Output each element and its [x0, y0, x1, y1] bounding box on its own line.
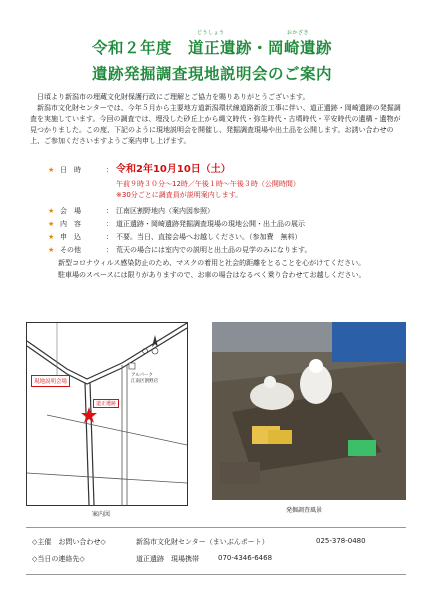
host-name: 新潟市文化財センター（まいぶんポート）: [136, 538, 269, 546]
intro-para-2: 新潟市文化財センターでは、今年５月から主要地方道新潟環状線道路新設工事に伴い、道正遺跡・岡崎遺跡の発掘調査を実施しています。今回の調査では、埋没した砂丘上から縄文時代・弥生時代・古墳時代・平安時代の遺構・遺物が見つかりました。この度、下記のように現地説明会を開催し、発掘調査現場や出土品を公開します。お誘い合わせの上、ご参加くださいますようご案内申し上げます。: [30, 104, 401, 145]
access-map: [26, 322, 188, 506]
covid-note: 新型コロナウィルス感染防止のため、マスクの着用と社会的距離をとることを心がけてください。: [58, 259, 366, 267]
host-label: ◇主催 お問い合わせ◇: [32, 538, 106, 546]
site1-name: 道正遺跡: [187, 39, 252, 57]
detail-apply: ★ 申 込 ： 不要。当日、直接会場へお越しください。（参加費 無料）: [48, 233, 302, 241]
north-arrow-icon: [152, 335, 158, 354]
site-label: 道正遺跡: [93, 399, 119, 408]
venue-label: 現地説明会場: [31, 375, 70, 387]
store-label: アルパーク 江南区割野店: [131, 373, 158, 384]
parking-note: 駐車場のスペースには限りがありますので、お車の場合はなるべく乗り合わせてお越しください。: [58, 271, 366, 279]
map-caption: 案内図: [92, 511, 111, 518]
star-icon: ★: [48, 246, 55, 254]
excavation-photo-drawing: [212, 322, 406, 500]
day-contact-label: ◇当日の連絡先◇: [32, 555, 85, 563]
detail-venue: ★ 会 場 ： 江南区割野地内（案内図参照）: [48, 207, 214, 215]
event-date: 令和2年10月10日（土）: [116, 164, 231, 175]
star-icon: ★: [48, 233, 55, 241]
star-icon: ★: [48, 166, 55, 174]
detail-time: 午前９時３０分～12時／午後１時～午後３時（公開時間）: [116, 180, 300, 188]
page-title-line1: 令和２年度 道正遺跡・岡崎遺跡: [91, 39, 333, 57]
day-contact-name: 道正遺跡 現場携帯: [136, 555, 199, 563]
excavation-photo: [212, 322, 406, 500]
day-contact-phone: 070-4346-6468: [218, 554, 273, 562]
contact-footer: [26, 527, 406, 575]
intro-text: [30, 92, 406, 147]
detail-time-note: ※30分ごとに調査員が説明案内します。: [116, 191, 243, 199]
ruby-site2: おかざき: [287, 30, 310, 36]
star-icon: ★: [48, 220, 55, 228]
intro-para-1: 日頃より新潟市の埋蔵文化財保護行政にご理解とご協力を賜りありがとうございます。: [37, 93, 310, 101]
detail-content: ★ 内 容 ： 道正遺跡・岡崎遺跡発掘調査現場の現地公開・出土品の展示: [48, 220, 305, 228]
star-icon: ★: [48, 207, 55, 215]
map-drawing: [27, 323, 187, 505]
photo-caption: 発掘調査風景: [286, 507, 323, 514]
venue-star-icon: [81, 407, 97, 423]
page-title-line2: 遺跡発掘調査現地説明会のご案内: [91, 65, 332, 83]
site2-name: 岡崎遺跡: [268, 39, 333, 57]
detail-date: ★ 日 時 ： 令和2年10月10日（土）: [48, 164, 231, 175]
ruby-site1: どうしょう: [197, 30, 225, 36]
detail-other: ★ その他 ： 荒天の場合には室内での説明と出土品の見学のみになります。: [48, 246, 312, 254]
host-phone: 025-378-0480: [316, 537, 366, 545]
